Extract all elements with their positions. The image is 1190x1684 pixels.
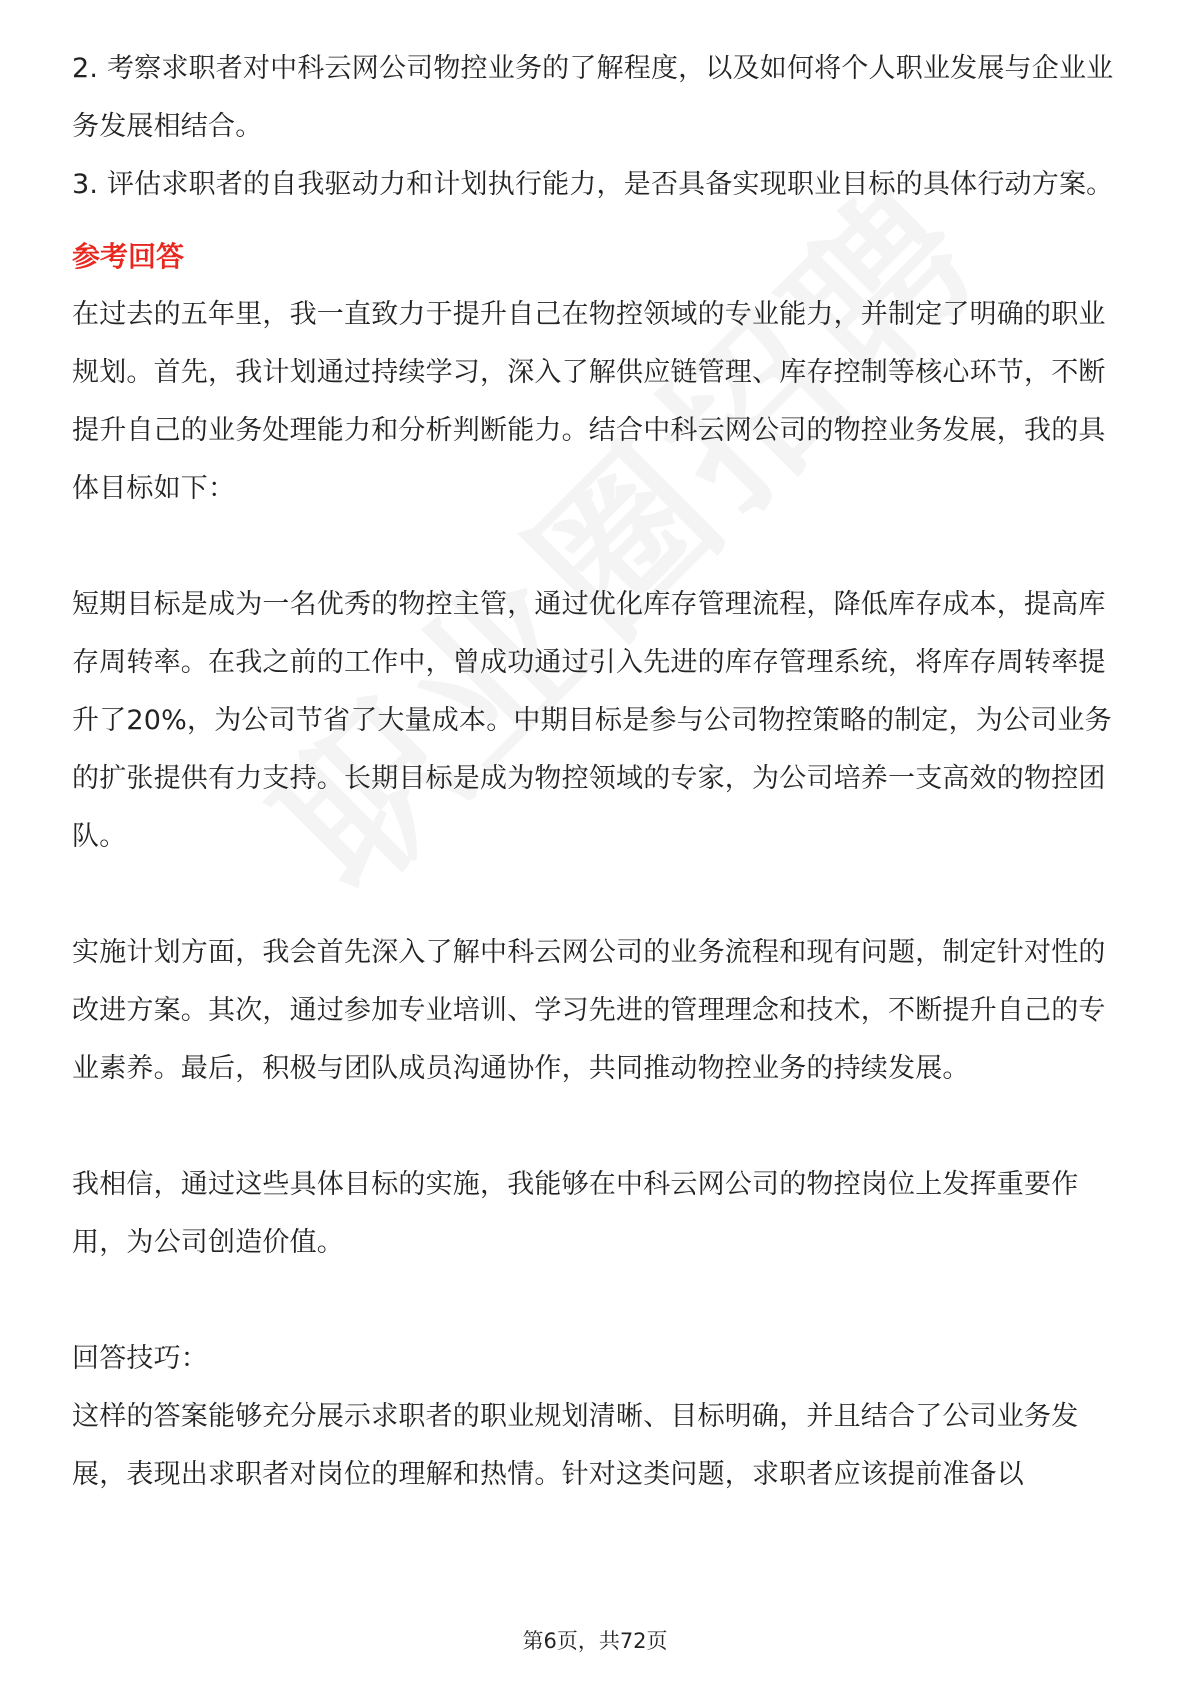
paragraph-gap [72,866,1120,924]
paragraph-gap [72,518,1120,576]
answer-paragraph-2: 短期目标是成为一名优秀的物控主管，通过优化库存管理流程，降低库存成本，提高库存周转率。在我之前的工作中，曾成功通过引入先进的库存管理系统，将库存周转率提升了20%，为公司节省了大量成本。中期目标是参与公司物控策略的制定，为公司业务的扩张提供有力支持。长期目标是成为物控领域的专家，为公司培养一支高效的物控团队。 [72,589,1112,852]
tips-heading: 回答技巧： [72,1343,208,1374]
intro-point-2: 2. 考察求职者对中科云网公司物控业务的了解程度，以及如何将个人职业发展与企业业务发展相结合。 [72,53,1114,142]
answer-paragraph-1: 在过去的五年里，我一直致力于提升自己在物控领域的专业能力，并制定了明确的职业规划。首先，我计划通过持续学习，深入了解供应链管理、库存控制等核心环节，不断提升自己的业务处理能力和分析判断能力。结合中科云网公司的物控业务发展，我的具体目标如下： [72,299,1106,504]
answer-paragraph-4: 我相信，通过这些具体目标的实施，我能够在中科云网公司的物控岗位上发挥重要作用，为公司创造价值。 [72,1169,1079,1258]
answer-paragraph-3: 实施计划方面，我会首先深入了解中科云网公司的业务流程和现有问题，制定针对性的改进方案。其次，通过参加专业培训、学习先进的管理理念和技术，不断提升自己的专业素养。最后，积极与团队成员沟通协作，共同推动物控业务的持续发展。 [72,937,1106,1084]
page-number: 第6页，共72页 [522,1629,668,1653]
paragraph-gap [72,1098,1120,1156]
reference-answer-heading: 参考回答 [72,240,185,273]
tips-text: 这样的答案能够充分展示求职者的职业规划清晰、目标明确，并且结合了公司业务发展，表现出求职者对岗位的理解和热情。针对这类问题，求职者应该提前准备以 [72,1401,1079,1490]
document-page [72,40,1120,1504]
paragraph-gap [72,1272,1120,1330]
intro-point-3: 3. 评估求职者的自我驱动力和计划执行能力，是否具备实现职业目标的具体行动方案。 [72,169,1114,200]
